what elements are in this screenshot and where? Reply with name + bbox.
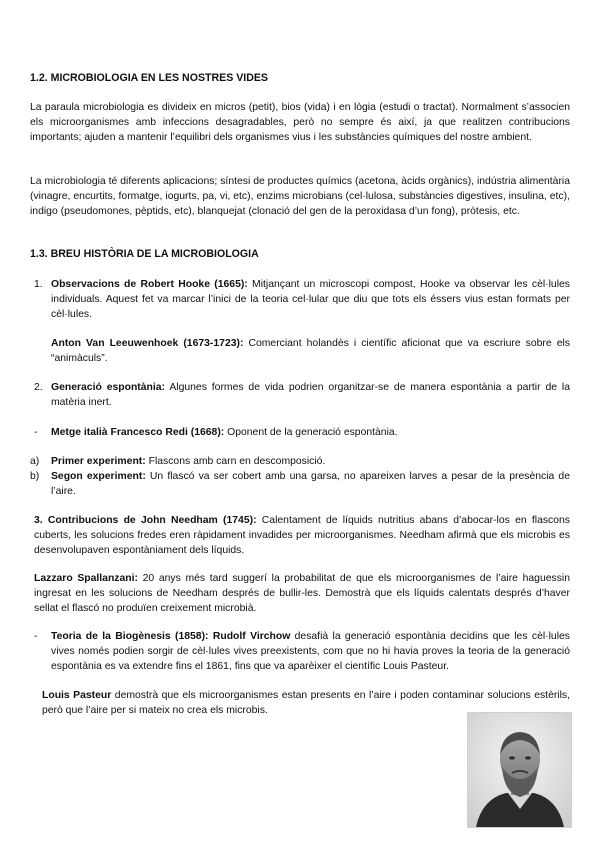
- section-title-historia: 1.3. BREU HISTÒRIA DE LA MICROBIOLOGIA: [30, 248, 259, 260]
- generacio-text: Algunes formes de vida podrien organitzar-se de manera espontània a partir de la matèria inert.: [51, 382, 570, 408]
- leeuwenhoek-paragraph: [51, 336, 570, 366]
- list-marker: b): [30, 471, 40, 482]
- leeuwenhoek-text: Comerciant holandès i científic aficionat que va escriure sobre els “animàculs”.: [51, 338, 570, 364]
- pasteur-heading: Louis Pasteur: [42, 690, 112, 701]
- first-experiment-text: Flascons amb carn en descomposició.: [145, 456, 326, 467]
- list-item-biogenesis: [51, 629, 570, 674]
- hooke-text: Mitjançant un microscopi compost, Hooke va observar les cèl·lules individuals. Aquest fet va marcar l’inici de la teoria cel·lular que diu que tots els éssers vius estan formats per cèl·lules.: [51, 279, 570, 320]
- list-marker: a): [30, 456, 40, 467]
- first-experiment-heading: Primer experiment:: [51, 456, 146, 467]
- hooke-heading: Observacions de Robert Hooke (1665):: [51, 279, 248, 290]
- second-experiment-heading: Segon experiment:: [51, 471, 146, 482]
- paragraph-applications: La microbiologia té diferents aplicacions; síntesi de productes químics (acetona, àcids orgànics), indústria alimentària (vinagre, encurtits, formatge, iogurts, pa, vi, etc), enzims microbians (cel·lulosa, substàncies digestives, insulina, etc), indigo (pseudomones, pèptids, etc), blanquejat (clonació del gen de la peroxidasa d’un fong), pròtesis, etc.: [30, 176, 570, 217]
- section-title-microbiologia: 1.2. MICROBIOLOGIA EN LES NOSTRES VIDES: [30, 72, 269, 84]
- redi-heading: Metge italià Francesco Redi (1668):: [51, 427, 225, 438]
- pasteur-text: demostrà que els microorganismes estan presents en l’aire i poden contaminar solucions estèrils, però que l’aire per si mateix no crea els microbis.: [42, 690, 571, 716]
- list-item-generacio: [51, 380, 570, 410]
- biogenesis-text: desafià la generació espontània decidins que les cèl·lules vives només podien sorgir de cèl·lules vives preexistents, com que no hi havia proves la teoria de la generació espontània es va extendre fins el 1861, fins que va aparèixer el científic Louis Pasteur.: [51, 631, 570, 672]
- list-item-hooke: [51, 277, 570, 322]
- spallanzani-heading: Lazzaro Spallanzani:: [34, 573, 138, 584]
- list-marker: 2.: [34, 382, 43, 393]
- second-experiment-text: Un flascó va ser cobert amb una garsa, no apareixen larves a pesar de la presència de l’aire.: [51, 471, 570, 497]
- list-item-first-experiment: [51, 454, 570, 469]
- spallanzani-text: 20 anys més tard suggerí la probabilitat de que els microorganismes de l’aire haguessin ingresat en les solucions de Needham després de bullir-les. Demostrà que els líquids calentats després d’haver sellat el flascó no produïen creixement microbià.: [34, 573, 570, 614]
- redi-text: Oponent de la generació espontània.: [224, 427, 398, 438]
- spallanzani-paragraph: [34, 571, 570, 616]
- list-marker: 1.: [34, 279, 43, 290]
- list-item-second-experiment: [51, 469, 570, 499]
- pasteur-portrait-photo: [467, 712, 572, 828]
- paragraph-definition: La paraula microbiologia es divideix en micros (petit), bios (vida) i en lògia (estudi o tractat). Normalment s’associen els microorganismes amb infeccions desagradables, però no sempre és així, ja que realitzen contribucions importants; ajuden a mantenir l’equilibri dels organismes vius i les substàncies químiques del nostre ambient.: [30, 102, 570, 143]
- list-item-redi: [51, 425, 570, 440]
- list-marker: -: [34, 427, 38, 438]
- leeuwenhoek-heading: Anton Van Leeuwenhoek (1673-1723):: [51, 338, 244, 349]
- biogenesis-heading: Teoria de la Biogènesis (1858): Rudolf Virchow: [51, 631, 291, 642]
- list-marker: -: [34, 631, 38, 642]
- needham-text: Calentament de líquids nutritius abans d’abocar-los en flascons cuberts, les solucions fredes eren ràpidament invadides per microorganismes. Needham afirmà que els microbis es desenvolupaven espontàniament dels líquids.: [34, 515, 570, 556]
- needham-paragraph: [34, 513, 570, 558]
- needham-heading: 3. Contribucions de John Needham (1745):: [34, 515, 257, 526]
- generacio-heading: Generació espontània:: [51, 382, 166, 393]
